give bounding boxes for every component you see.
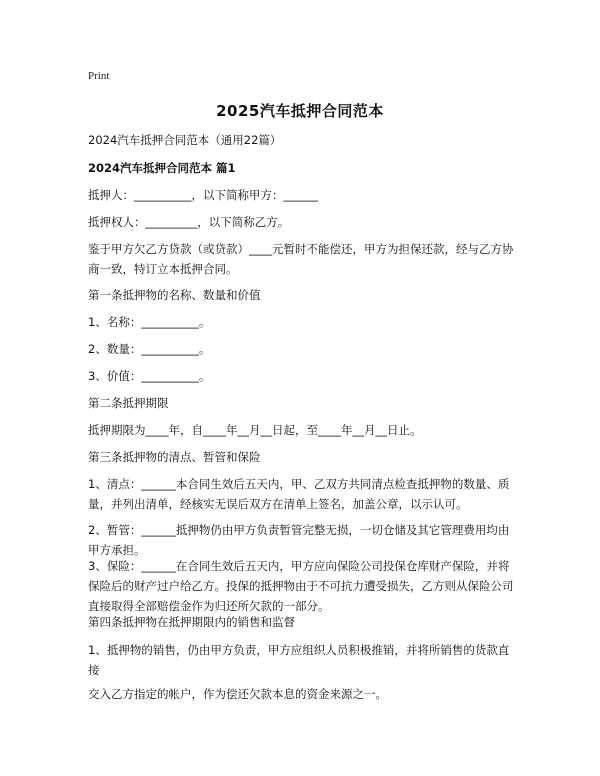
clause-heading-2: 第二条抵押期限 (88, 396, 169, 410)
clause-heading-3: 第三条抵押物的清点、暂管和保险 (88, 450, 261, 464)
clause-item-quantity: 2、数量：__________。 (88, 342, 211, 356)
document-title: 2025汽车抵押合同范本 (216, 102, 384, 120)
clause-item-name: 1、名称：__________。 (88, 315, 211, 329)
clause-item-insurance: 3、保险：______在合同生效后五天内，甲方应向保险公司投保仓库财产保险，并将保险后的财产过户给乙方。投保的抵押物由于不可抗力遭受损失，乙方则从保险公司直接取得全部赔偿金作为归还所欠款的一部分。 (88, 559, 514, 613)
document-subtitle: 2024汽车抵押合同范本（通用22篇） (88, 133, 282, 147)
section-heading: 2024汽车抵押合同范本 篇1 (88, 161, 236, 175)
clause-term: 抵押期限为____年，自____年__月__日起，至____年__月__日止。 (88, 423, 422, 437)
clause-item-value: 3、价值：__________。 (88, 369, 211, 383)
clause-heading-4: 第四条抵押物在抵押期限内的销售和监督 (88, 615, 295, 629)
clause-item-sales-continued: 交入乙方指定的帐户，作为偿还欠款本息的资金来源之一。 (88, 687, 387, 701)
print-link[interactable]: Print (88, 70, 110, 82)
clause-heading-1: 第一条抵押物的名称、数量和价值 (88, 288, 261, 302)
paragraph-mortgagor: 抵押人：__________，以下简称甲方：______ (88, 188, 318, 202)
clause-item-inventory: 1、清点：______本合同生效后五天内，甲、乙双方共同清点检查抵押物的数量、质量，并列出清单，经核实无误后双方在清单上签名，加盖公章，以示认可。 (88, 477, 510, 511)
clause-item-custody: 2、暂管：______抵押物仍由甲方负责暂管完整无损，一切仓储及其它管理费用均由甲方承担。 (88, 523, 510, 557)
clause-item-sales: 1、抵押物的销售，仍由甲方负责，甲方应组织人员积极推销，并将所销售的货款直接 (88, 643, 510, 677)
paragraph-preamble: 鉴于甲方欠乙方贷款（或贷款）____元暂时不能偿还，甲方为担保还款，经与乙方协商一致，特订立本抵押合同。 (88, 242, 514, 276)
paragraph-mortgagee: 抵押权人：_________，以下简称乙方。 (88, 215, 290, 229)
